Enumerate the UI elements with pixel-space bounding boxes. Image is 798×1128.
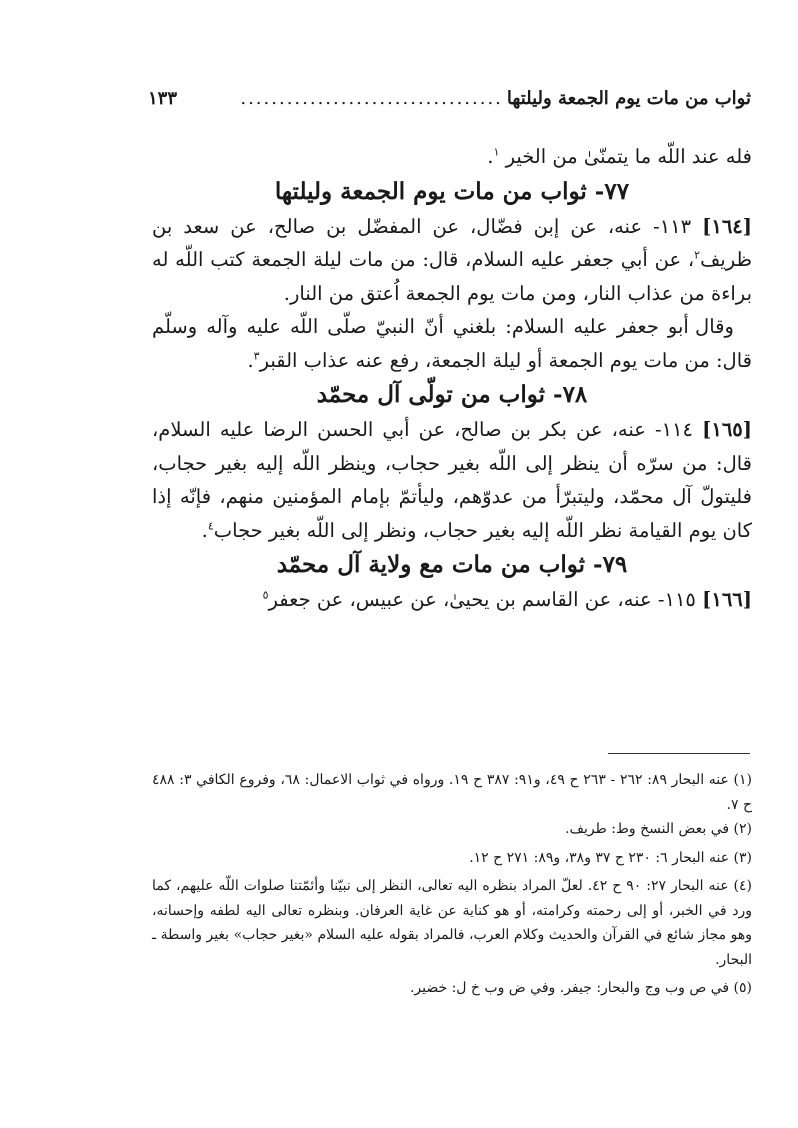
hadith-166: [١٦٦] ١١٥- عنه، عن القاسم بن يحيىٰ، عن عبيس، عن جعفر$^٥$: [262, 588, 752, 611]
footnote-4: (٤) عنه البحار ٢٧: ٩٠ ح ٤٢. لعلّ المراد بنظره اليه تعالى، النظر إلى نبيّنا وأئمّتنا صلوات اللّه عليهم، كما ورد في الخبر، أو إلى رحمته وكرامته، أو هو كناية عن غاية العرفان. وبنظره تعالى اليه لطفه وإحسانه، وهو مجاز شائع في القرآن والحديث وكلام العرب، فالمراد بقوله عليه السلام «بغير حجاب» بغير واسطة ـ البحار.: [152, 878, 753, 968]
abu-jafar-paragraph: وقال أبو جعفر عليه السلام: بلغني أنّ النبيّ صلّى اللّه عليه وآله وسلّم قال: من مات يوم الجمعة أو ليلة الجمعة، رفع عنه عذاب القبر$^٣$.: [152, 315, 752, 372]
hadith-165: [١٦٥] ١١٤- عنه، عن بكر بن صالح، عن أبي الحسن الرضا عليه السلام، قال: من سرّه أن ينظر إلى اللّه بغير حجاب، وينظر اللّه إليه بغير حجاب، فليتولّ آل محمّد، وليتبرّأ من عدوّهم، وليأتمّ بإمام المؤمنين منهم، فإنّه إذا كان يوم القيامة نظر اللّه إليه بغير حجاب، ونظر إلى اللّه بغير حجاب$^٤$.: [152, 418, 752, 542]
hadith-number-166: [١٦٦]: [702, 588, 752, 611]
footnote-ref-3: ٣: [253, 349, 260, 362]
intro-line: فله عند اللّه ما يتمنّىٰ من الخير $^١$.: [487, 145, 752, 168]
footnote-ref-5: ٥: [262, 588, 269, 602]
footnote-separator: [608, 753, 750, 754]
footnote-ref-1: ١: [493, 145, 500, 159]
section-heading-78: ٧٨- ثواب من تولّى آل محمّد: [316, 381, 588, 408]
running-title: ثواب من مات يوم الجمعة وليلتها: [506, 88, 751, 109]
footnote-5: (٥) في ص وب وج والبحار: جيفر. وفي ض وب خ ل: خضير.: [409, 980, 752, 996]
hadith-number-164: [١٦٤]: [702, 214, 753, 238]
leader-dots: ..................................: [240, 88, 503, 109]
footnote-1: (١) عنه البحار ٨٩: ٢٦٢ - ٢٦٣ ح ٤٩، و٩١: ٣٨٧ ح ١٩. ورواه في ثواب الاعمال: ٦٨، وفروع الكافي ٣: ٤٨٨ ح ٧.: [152, 772, 753, 813]
footnotes: [152, 768, 752, 1005]
footnote-ref-2: ٢: [694, 248, 701, 262]
page-number: ١٣٣: [148, 88, 178, 109]
footnote-3: (٣) عنه البحار ٦: ٢٣٠ ح ٣٧ و٣٨، و٨٩: ٢٧١ ح ١٢.: [469, 849, 752, 866]
hadith-164: [١٦٤] ١١٣- عنه، عن إبن فضّال، عن المفضّل بن صالح، عن سعد بن ظريف$^٢$، عن أبي جعفر عليه السلام، قال: من مات ليلة الجمعة كتب اللّه له براءة من عذاب النار، ومن مات يوم الجمعة اُعتق من النار.: [152, 214, 753, 305]
main-text: [152, 140, 752, 617]
footnote-ref-4: ٤: [207, 519, 214, 532]
hadith-number-165: [١٦٥]: [702, 418, 752, 441]
footnote-2: (٢) في بعض النسخ وط: طريف.: [565, 821, 752, 837]
section-heading-79: ٧٩- ثواب من مات مع ولاية آل محمّد: [276, 551, 628, 578]
running-header: [148, 88, 751, 118]
section-heading-77: ٧٧- ثواب من مات يوم الجمعة وليلتها: [274, 177, 630, 205]
